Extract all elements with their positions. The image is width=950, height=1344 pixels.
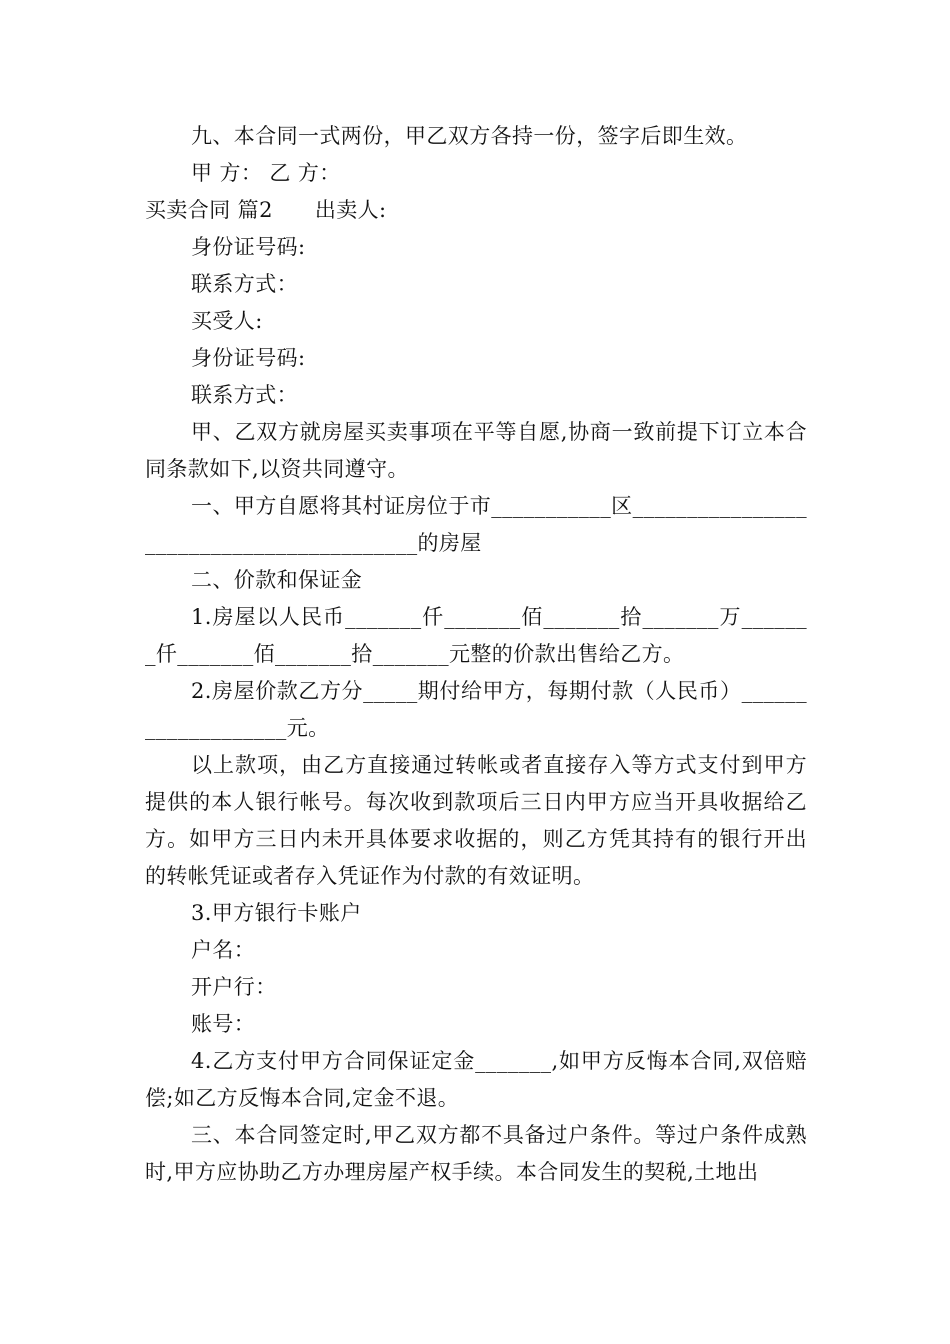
signature-parties: 甲 方： 乙 方： bbox=[191, 161, 341, 185]
contract-title: 买卖合同 篇2 bbox=[145, 198, 273, 222]
buyer-contact: 联系方式： bbox=[191, 383, 298, 407]
section-heading bbox=[145, 192, 807, 229]
clause-two-item-2: 2.房屋价款乙方分_____期付给甲方，每期付款（人民币）___________________元。 bbox=[145, 679, 807, 740]
seller-contact: 联系方式： bbox=[191, 272, 298, 296]
seller-label: 出卖人: bbox=[314, 198, 387, 222]
buyer-label: 买受人: bbox=[191, 309, 263, 333]
payment-paragraph: 以上款项，由乙方直接通过转帐或者直接存入等方式支付到甲方提供的本人银行帐号。每次收到款项后三日内甲方应当开具收据给乙方。如甲方三日内未开具体要求收据的，则乙方凭其持有的银行开出的转帐凭证或者存入凭证作为付款的有效证明。 bbox=[145, 753, 807, 888]
clause-two-item-3: 3.甲方银行卡账户 bbox=[191, 901, 362, 925]
preamble: 甲、乙双方就房屋买卖事项在平等自愿,协商一致前提下订立本合同条款如下,以资共同遵守。 bbox=[145, 420, 807, 481]
clause-nine: 九、本合同一式两份，甲乙双方各持一份，签字后即生效。 bbox=[191, 124, 748, 148]
clause-two-item-4: 4.乙方支付甲方合同保证定金_______,如甲方反悔本合同,双倍赔偿;如乙方反悔本合同,定金不退。 bbox=[145, 1049, 807, 1110]
seller-id-number: 身份证号码: bbox=[191, 235, 306, 259]
account-name: 户名： bbox=[191, 938, 256, 962]
clause-one: 一、甲方自愿将其村证房位于市___________区_________________________________________的房屋 bbox=[145, 494, 807, 555]
clause-three: 三、本合同签定时,甲乙双方都不具备过户条件。等过户条件成熟时,甲方应协助乙方办理房屋产权手续。本合同发生的契税,土地出 bbox=[145, 1123, 807, 1184]
account-number: 账号： bbox=[191, 1012, 256, 1036]
clause-two-item-1: 1.房屋以人民币_______仟_______佰_______拾_______万_______仟_______佰_______拾_______元整的价款出售给乙方。 bbox=[145, 605, 807, 666]
account-bank: 开户行： bbox=[191, 975, 277, 999]
contract-body bbox=[145, 118, 807, 1191]
buyer-id-number: 身份证号码: bbox=[191, 346, 306, 370]
clause-two-heading: 二、价款和保证金 bbox=[191, 568, 363, 592]
